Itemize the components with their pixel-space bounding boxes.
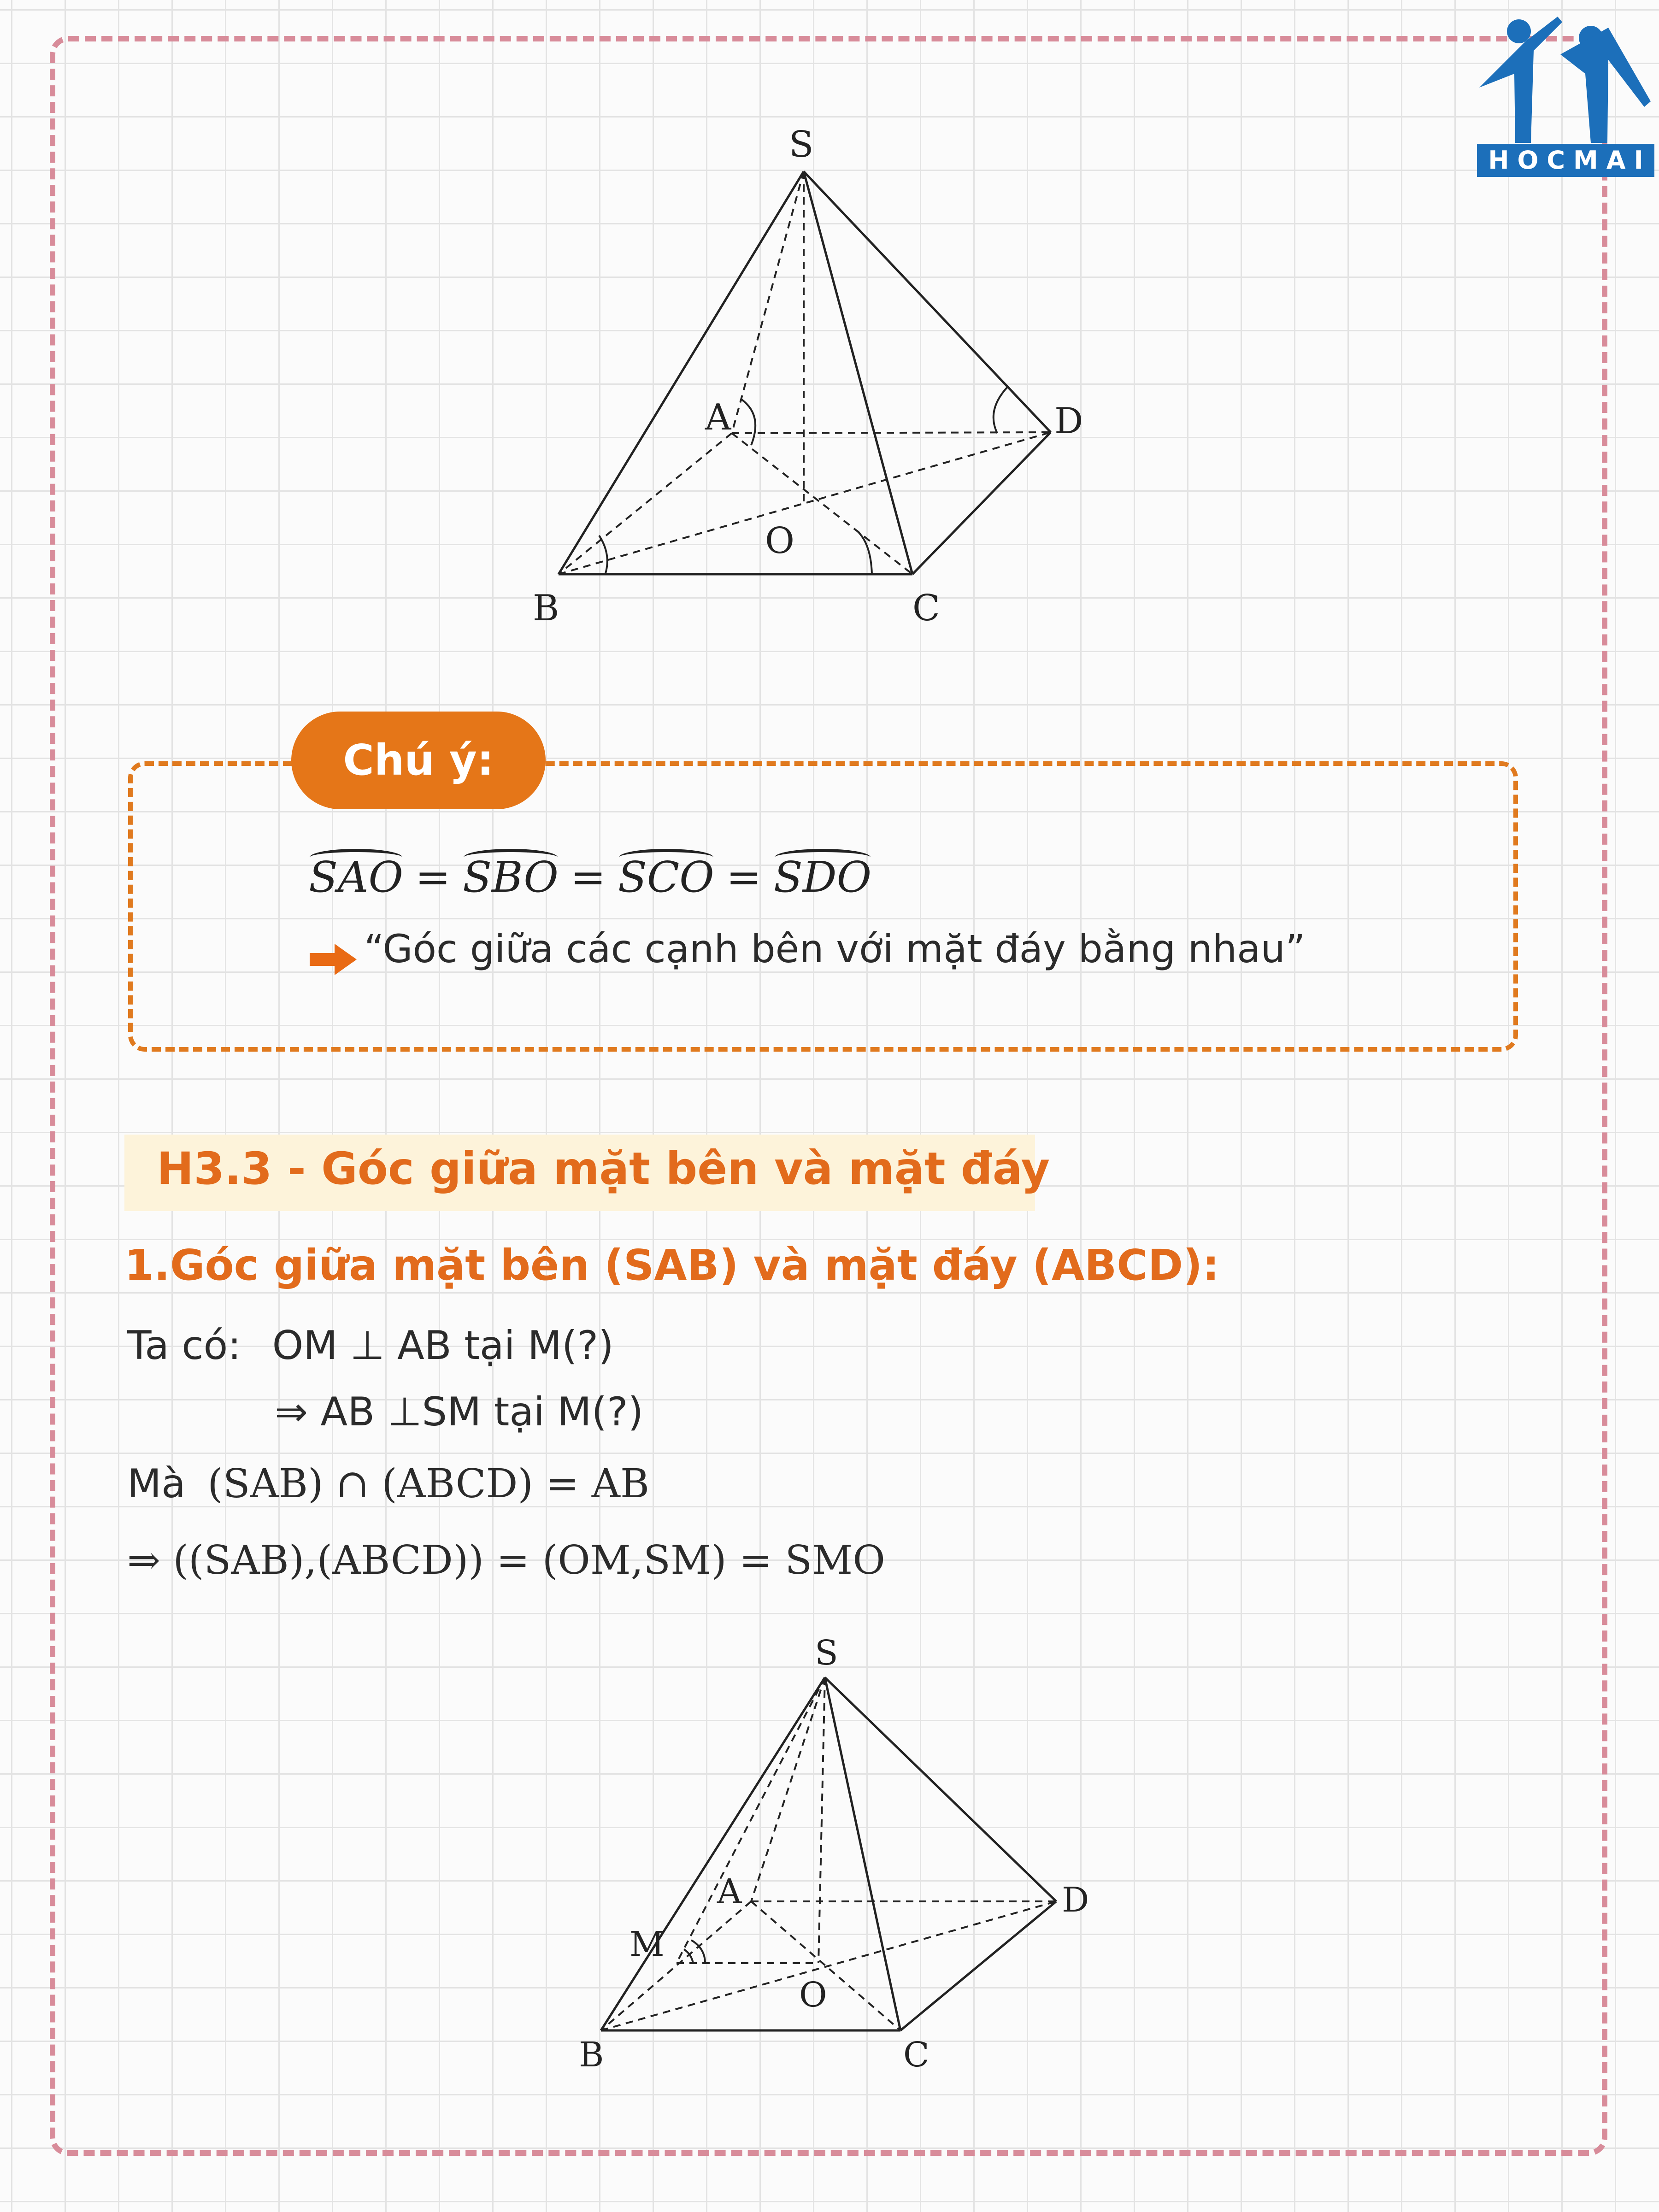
- edge-sa: [751, 1677, 825, 1901]
- pyramid-figure-2: [553, 1627, 1152, 2078]
- label-d: D: [1054, 400, 1083, 442]
- label-s: S: [815, 1633, 838, 1673]
- label-o: O: [765, 520, 794, 562]
- height-so: [818, 1677, 825, 1963]
- line3-body: (SAB) ∩ (ABCD) = AB: [207, 1461, 650, 1507]
- angle-sbo: SBO: [462, 853, 559, 902]
- edge-sc: [825, 1677, 900, 2030]
- label-c: C: [912, 588, 940, 629]
- edge-sd: [804, 171, 1051, 432]
- angle-sdo: SDO: [773, 853, 871, 902]
- label-b: B: [579, 2035, 604, 2075]
- edge-sc: [804, 171, 912, 574]
- edge-sb: [559, 171, 804, 574]
- edge-sa: [732, 171, 804, 433]
- equals-sign: =: [415, 853, 451, 902]
- note-badge: Chú ý:: [291, 712, 546, 809]
- logo-text: HOCMAI: [1477, 144, 1654, 177]
- diag-ac: [732, 433, 912, 574]
- label-o: O: [799, 1975, 827, 2015]
- label-s: S: [789, 124, 814, 165]
- body-line-4: ⇒ ((SAB),(ABCD)) = (OM,SM) = SMO: [127, 1537, 885, 1583]
- edge-cd: [900, 1901, 1056, 2030]
- edge-cd: [912, 432, 1051, 574]
- body-line-1: [127, 1323, 614, 1369]
- edge-ab: [601, 1901, 751, 2030]
- line1-body: OM ⊥ AB tại M(?): [272, 1323, 614, 1369]
- angle-sco: SCO: [618, 853, 714, 902]
- line3-prefix: Mà: [127, 1461, 186, 1507]
- note-quote: “Góc giữa các cạnh bên với mặt đáy bằng nhau”: [364, 926, 1306, 971]
- section-title: H3.3 - Góc giữa mặt bên và mặt đáy: [157, 1143, 1050, 1194]
- body-line-3: [127, 1461, 649, 1507]
- label-b: B: [533, 588, 559, 629]
- line1-prefix: Ta có:: [127, 1323, 241, 1369]
- equals-sign: =: [726, 853, 762, 902]
- equals-sign: =: [570, 853, 606, 902]
- edge-sd: [825, 1677, 1056, 1901]
- label-a: A: [717, 1872, 742, 1912]
- label-a: A: [705, 397, 731, 438]
- edge-sb: [601, 1677, 825, 2030]
- edge-ab: [559, 433, 732, 574]
- subsection-title: 1.Góc giữa mặt bên (SAB) và mặt đáy (ABCD):: [124, 1241, 1219, 1290]
- label-d: D: [1062, 1880, 1089, 1920]
- label-m: M: [629, 1924, 665, 1964]
- right-arrow-icon: [308, 942, 359, 977]
- angle-sao: SAO: [309, 853, 403, 902]
- angle-equality-formula: [309, 853, 871, 902]
- label-c: C: [903, 2035, 930, 2075]
- body-line-2: ⇒ AB ⊥SM tại M(?): [275, 1389, 644, 1435]
- pyramid-figure-1: [507, 115, 1152, 645]
- segment-sm: [677, 1677, 825, 1963]
- edge-ad: [732, 432, 1051, 433]
